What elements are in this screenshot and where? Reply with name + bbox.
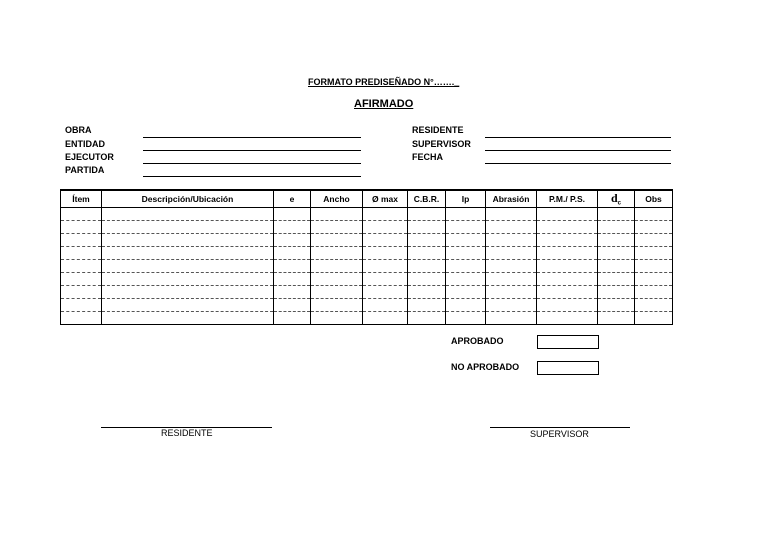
col-header-e: e xyxy=(274,190,311,207)
afirmado-table xyxy=(60,189,673,325)
table-cell[interactable] xyxy=(486,233,537,246)
field-label-obra: OBRA xyxy=(65,125,92,135)
table-cell[interactable] xyxy=(311,298,363,311)
table-cell[interactable] xyxy=(446,285,486,298)
table-row xyxy=(61,311,673,324)
table-cell[interactable] xyxy=(635,272,673,285)
table-cell[interactable] xyxy=(446,259,486,272)
col-header-ip: Ip xyxy=(446,190,486,207)
table-cell[interactable] xyxy=(598,220,635,233)
table-cell[interactable] xyxy=(446,246,486,259)
table-row xyxy=(61,298,673,311)
table-cell[interactable] xyxy=(446,311,486,324)
table-cell[interactable] xyxy=(537,311,598,324)
table-cell[interactable] xyxy=(311,285,363,298)
table-cell[interactable] xyxy=(274,233,311,246)
table-cell[interactable] xyxy=(61,298,102,311)
table-cell[interactable] xyxy=(363,272,408,285)
document-title: AFIRMADO xyxy=(354,98,414,110)
table-cell[interactable] xyxy=(635,298,673,311)
table-cell[interactable] xyxy=(537,207,598,220)
field-line-ejecutor[interactable] xyxy=(143,163,361,164)
field-line-supervisor[interactable] xyxy=(485,150,671,151)
table-row xyxy=(61,220,673,233)
not-approved-label: NO APROBADO xyxy=(451,362,520,372)
table-cell[interactable] xyxy=(408,259,446,272)
signature-label-supervisor: SUPERVISOR xyxy=(530,429,589,439)
table-cell[interactable] xyxy=(102,220,274,233)
col-header-dc xyxy=(598,190,635,207)
table-row xyxy=(61,233,673,246)
table-cell[interactable] xyxy=(537,259,598,272)
table-cell[interactable] xyxy=(274,207,311,220)
table-row xyxy=(61,207,673,220)
table-cell[interactable] xyxy=(408,207,446,220)
table-cell[interactable] xyxy=(537,272,598,285)
table-cell[interactable] xyxy=(537,246,598,259)
field-line-obra[interactable] xyxy=(143,137,361,138)
field-line-entidad[interactable] xyxy=(143,150,361,151)
table-cell[interactable] xyxy=(537,285,598,298)
table-cell[interactable] xyxy=(598,285,635,298)
table-row xyxy=(61,272,673,285)
table-cell[interactable] xyxy=(446,233,486,246)
table-cell[interactable] xyxy=(408,246,446,259)
col-header-omax: Ø max xyxy=(363,190,408,207)
table-cell[interactable] xyxy=(102,207,274,220)
table-cell[interactable] xyxy=(274,220,311,233)
table-cell[interactable] xyxy=(486,246,537,259)
table-cell[interactable] xyxy=(61,246,102,259)
table-cell[interactable] xyxy=(635,233,673,246)
field-label-partida: PARTIDA xyxy=(65,165,105,175)
signature-line-supervisor xyxy=(490,427,630,428)
field-label-fecha: FECHA xyxy=(412,152,443,162)
table-cell[interactable] xyxy=(61,272,102,285)
table-cell[interactable] xyxy=(102,311,274,324)
col-header-obs: Obs xyxy=(635,190,673,207)
table-cell[interactable] xyxy=(274,285,311,298)
approved-label: APROBADO xyxy=(451,336,504,346)
table-cell[interactable] xyxy=(408,272,446,285)
table-cell[interactable] xyxy=(408,220,446,233)
col-header-pm-ps: P.M./ P.S. xyxy=(537,190,598,207)
table-cell[interactable] xyxy=(363,220,408,233)
col-header-cbr: C.B.R. xyxy=(408,190,446,207)
table-cell[interactable] xyxy=(635,259,673,272)
col-header-descripcion: Descripción/Ubicación xyxy=(102,190,274,207)
table-cell[interactable] xyxy=(102,298,274,311)
table-cell[interactable] xyxy=(446,272,486,285)
field-label-entidad: ENTIDAD xyxy=(65,139,105,149)
table-cell[interactable] xyxy=(635,285,673,298)
table-cell[interactable] xyxy=(446,298,486,311)
table-cell[interactable] xyxy=(598,298,635,311)
col-header-ancho: Ancho xyxy=(311,190,363,207)
table-cell[interactable] xyxy=(486,259,537,272)
table-cell[interactable] xyxy=(363,233,408,246)
table-cell[interactable] xyxy=(598,246,635,259)
dc-symbol: d xyxy=(610,191,618,205)
table-cell[interactable] xyxy=(537,220,598,233)
signature-label-residente: RESIDENTE xyxy=(161,428,213,438)
table-cell[interactable] xyxy=(311,311,363,324)
table-cell[interactable] xyxy=(598,259,635,272)
table-cell[interactable] xyxy=(311,207,363,220)
table-cell[interactable] xyxy=(486,207,537,220)
approved-checkbox[interactable] xyxy=(537,335,599,349)
table-cell[interactable] xyxy=(102,259,274,272)
field-label-supervisor: SUPERVISOR xyxy=(412,139,471,149)
table-cell[interactable] xyxy=(274,246,311,259)
table-cell[interactable] xyxy=(274,259,311,272)
table-cell[interactable] xyxy=(274,298,311,311)
table-cell[interactable] xyxy=(102,233,274,246)
table-cell[interactable] xyxy=(363,246,408,259)
table-cell[interactable] xyxy=(408,285,446,298)
table-cell[interactable] xyxy=(486,311,537,324)
table-cell[interactable] xyxy=(61,311,102,324)
field-line-fecha[interactable] xyxy=(485,163,671,164)
table-cell[interactable] xyxy=(363,259,408,272)
table-cell[interactable] xyxy=(635,246,673,259)
table-cell[interactable] xyxy=(102,272,274,285)
table-cell[interactable] xyxy=(311,233,363,246)
table-cell[interactable] xyxy=(598,207,635,220)
table-cell[interactable] xyxy=(598,233,635,246)
table-cell[interactable] xyxy=(311,220,363,233)
table-cell[interactable] xyxy=(446,207,486,220)
table-cell[interactable] xyxy=(363,298,408,311)
table-cell[interactable] xyxy=(537,298,598,311)
table-cell[interactable] xyxy=(537,233,598,246)
field-label-residente: RESIDENTE xyxy=(412,125,464,135)
table-cell[interactable] xyxy=(311,272,363,285)
format-title: FORMATO PREDISEÑADO N°……._ xyxy=(308,77,460,87)
table-cell[interactable] xyxy=(61,259,102,272)
table-cell[interactable] xyxy=(363,207,408,220)
col-header-item: Ítem xyxy=(61,190,102,207)
table-cell[interactable] xyxy=(61,233,102,246)
table-cell[interactable] xyxy=(274,311,311,324)
table-cell[interactable] xyxy=(363,285,408,298)
table-cell[interactable] xyxy=(61,285,102,298)
table-cell[interactable] xyxy=(311,259,363,272)
table-cell[interactable] xyxy=(408,233,446,246)
table-cell[interactable] xyxy=(486,285,537,298)
table-cell[interactable] xyxy=(61,207,102,220)
field-label-ejecutor: EJECUTOR xyxy=(65,152,114,162)
table-row xyxy=(61,246,673,259)
field-line-residente[interactable] xyxy=(485,137,671,138)
not-approved-checkbox[interactable] xyxy=(537,361,599,375)
table-cell[interactable] xyxy=(363,311,408,324)
table-cell[interactable] xyxy=(408,298,446,311)
table-row xyxy=(61,285,673,298)
table-cell[interactable] xyxy=(102,285,274,298)
table-cell[interactable] xyxy=(635,311,673,324)
table-header-row xyxy=(61,190,673,207)
table-cell[interactable] xyxy=(598,311,635,324)
table-cell[interactable] xyxy=(635,207,673,220)
table-cell[interactable] xyxy=(408,311,446,324)
table-cell[interactable] xyxy=(598,272,635,285)
table-cell[interactable] xyxy=(311,246,363,259)
col-header-abrasion: Abrasión xyxy=(486,190,537,207)
table-cell[interactable] xyxy=(446,220,486,233)
table-cell[interactable] xyxy=(61,220,102,233)
table-cell[interactable] xyxy=(486,272,537,285)
table-cell[interactable] xyxy=(102,246,274,259)
dc-subscript: c xyxy=(617,200,622,207)
table-cell[interactable] xyxy=(635,220,673,233)
table-cell[interactable] xyxy=(274,272,311,285)
field-line-partida[interactable] xyxy=(143,176,361,177)
table-row xyxy=(61,259,673,272)
table-cell[interactable] xyxy=(486,220,537,233)
table-cell[interactable] xyxy=(486,298,537,311)
